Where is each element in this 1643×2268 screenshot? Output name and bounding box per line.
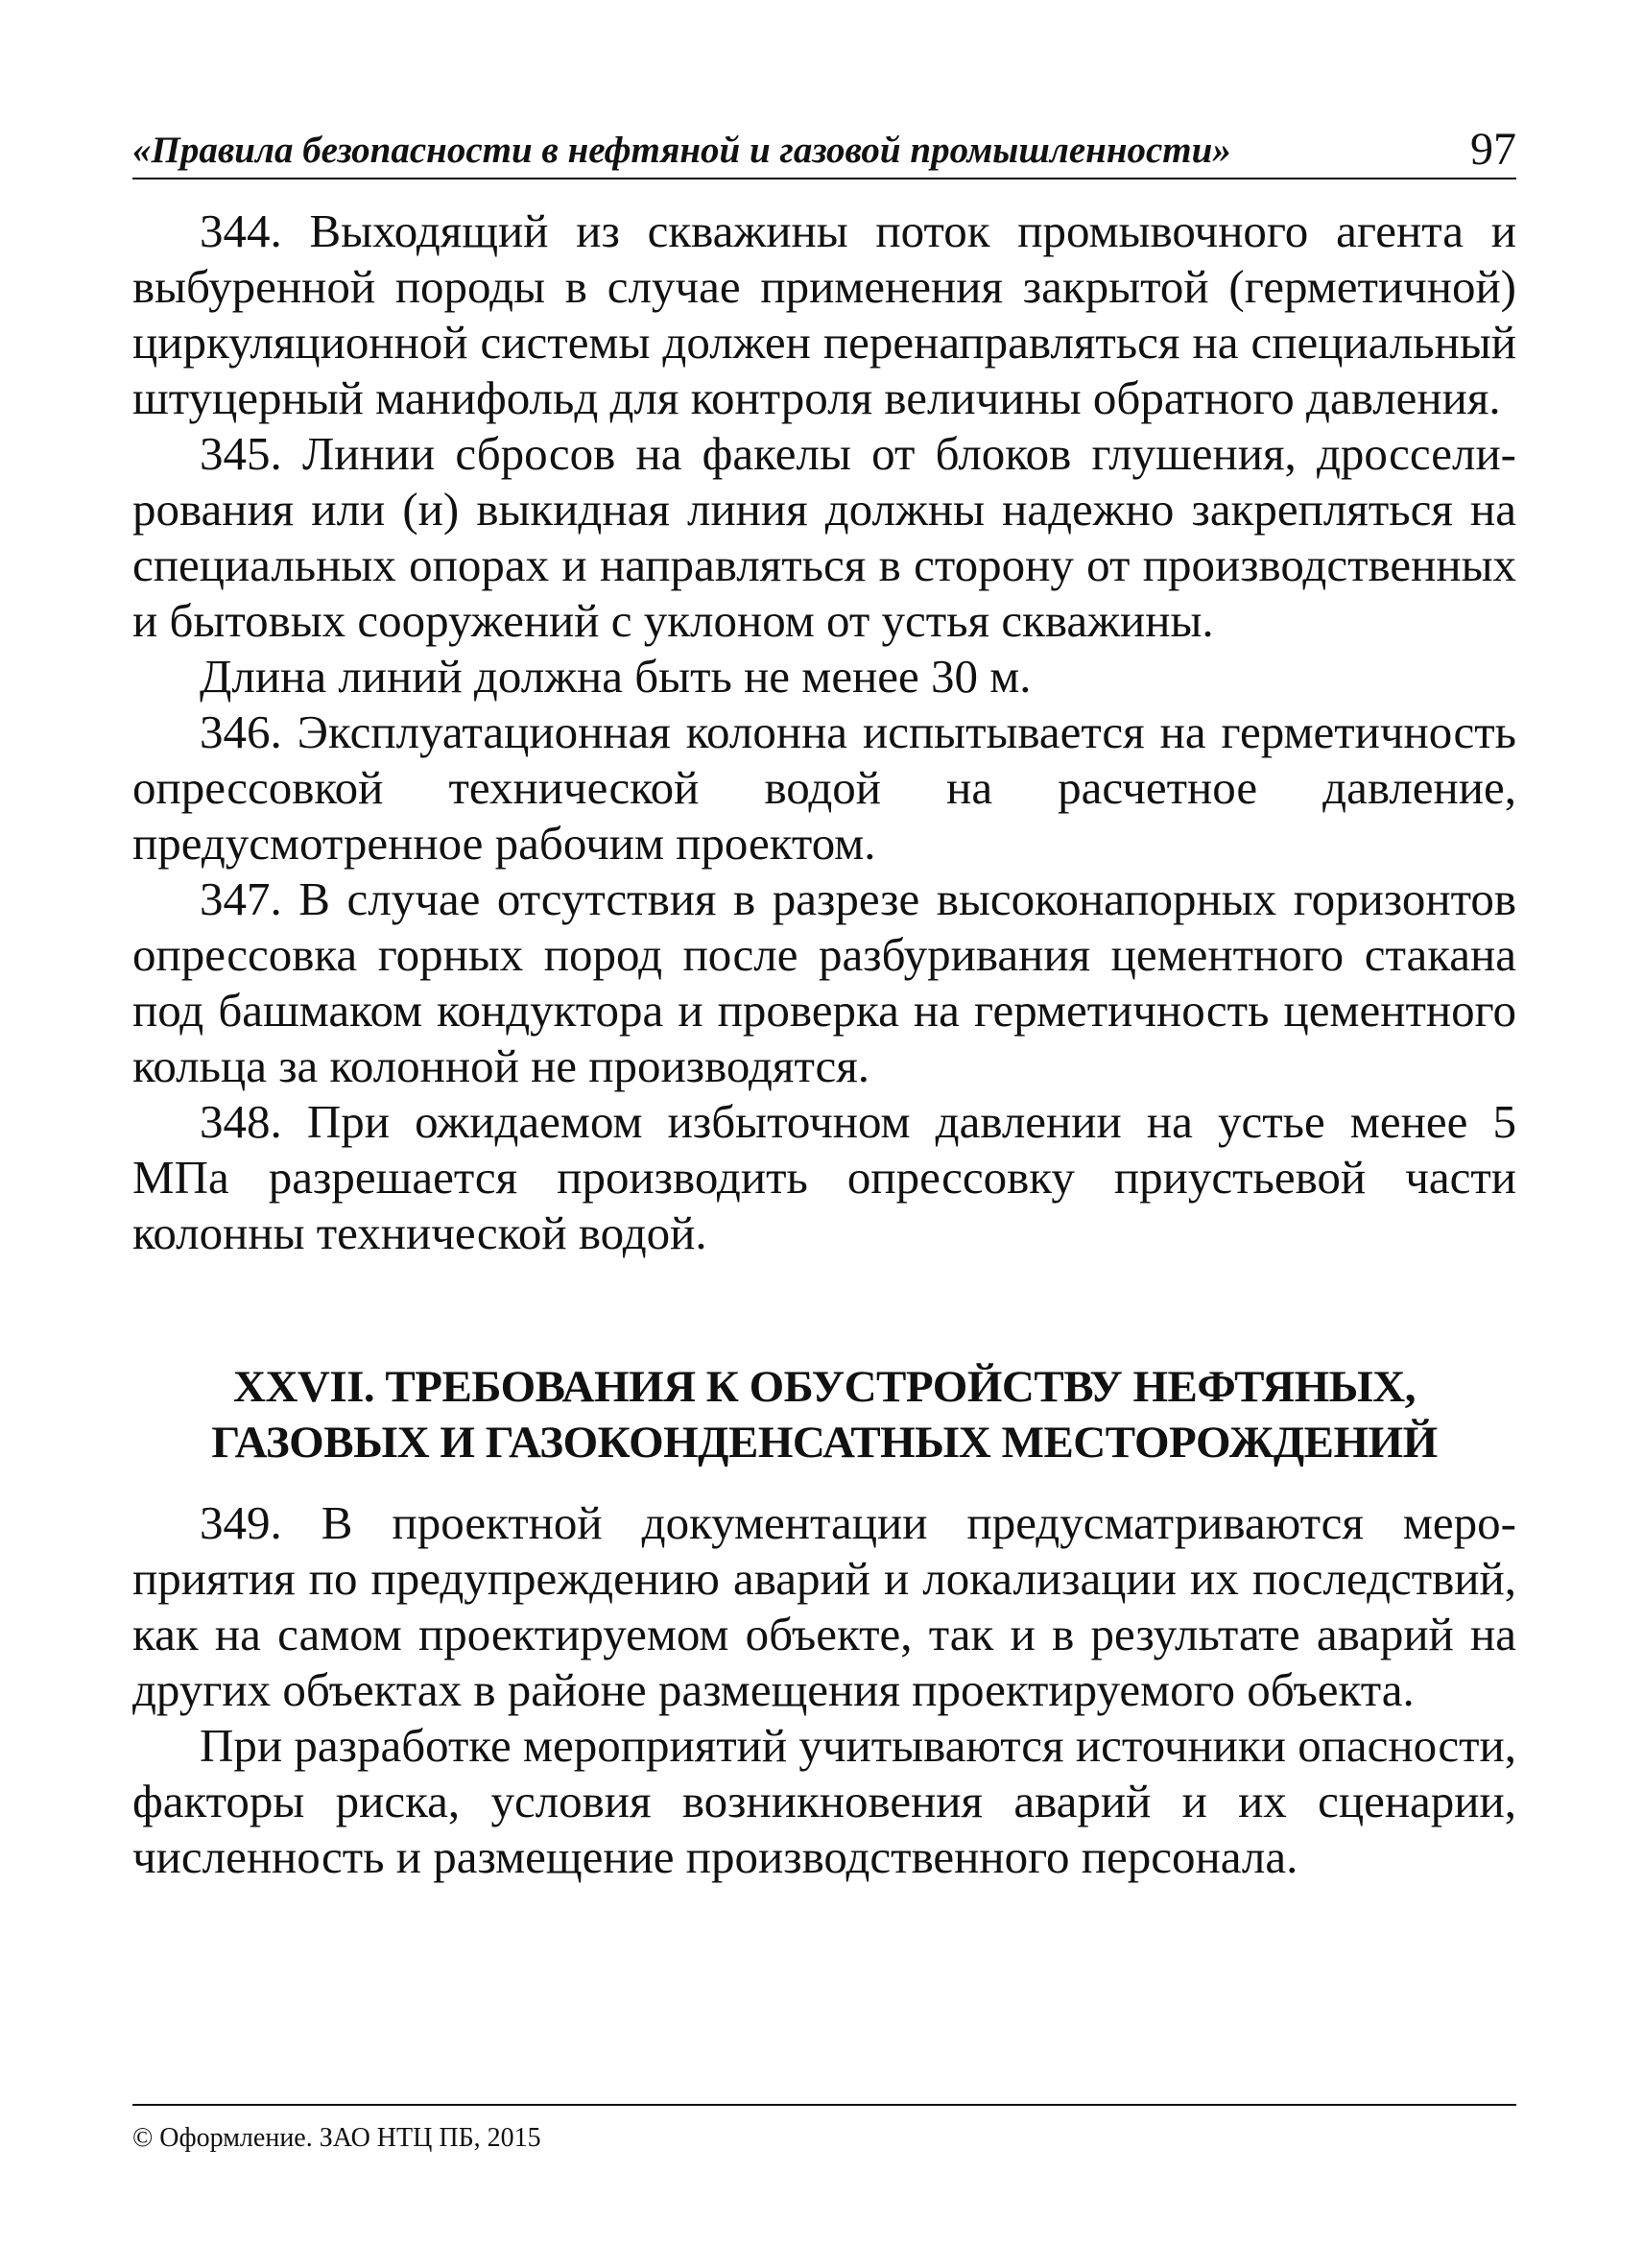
page-number: 97 [1470,124,1516,175]
paragraph-line-length: Длина линий должна быть не менее 30 м. [200,650,1032,703]
paragraph-348: 348. При ожидаемом избыточном давлении на устье менее 5 МПа разрешается производить опрессовку приустьевой части колонны технической водой. [132,1095,1516,1259]
running-header [132,123,1516,180]
copyright-text: © Оформление. ЗАО НТЦ ПБ, 2015 [132,2123,541,2153]
body-text [132,203,1516,1885]
paragraph-344: 344. Выходящий из скважины поток промывочного агента и выбуренной породы в случае применения закрытой (герметичной) циркуляционной системы должен перенаправляться на специальный штуцерный манифольд для контроля величины обратного давления. [132,204,1516,424]
section-heading [132,1359,1516,1470]
header-rule [132,178,1516,179]
paragraph-349: 349. В проектной документации предусматриваются мероприятия по предупреждению аварий и локализации их последствий, как на самом проектируемом объекте, так и в результате аварий на других объектах в районе размещения проектируемого объекта. [132,1496,1516,1716]
header-title: «Правила безопасности в нефтяной и газовой промышленности» [132,130,1231,171]
paragraph-risk-factors: При разработке мероприятий учитываются источники опасности, факторы риска, условия возникновения аварий и их сценарии, численность и размещение производственного персонала. [132,1719,1516,1883]
footer [132,2104,1516,2154]
document-page [132,0,1516,2268]
section-heading-line-2: ГАЗОВЫХ И ГАЗОКОНДЕНСАТНЫХ МЕСТОРОЖДЕНИЙ [211,1418,1438,1468]
paragraph-347: 347. В случае отсутствия в разрезе высоконапорных горизонтов опрессовка горных пород после разбуривания цементного стакана под башмаком кондуктора и проверка на герметичность цементного кольца за колонной не производятся. [132,872,1516,1092]
footer-rule [132,2104,1516,2106]
paragraph-345: 345. Линии сбросов на факелы от блоков глушения, дросселирования или (и) выкидная линия должны надежно закрепляться на специальных опорах и направляться в сторону от производственных и бытовых сооружений с уклоном от устья скважины. [132,427,1516,647]
section-heading-line-1: XXVII. ТРЕБОВАНИЯ К ОБУСТРОЙСТВУ НЕФТЯНЫХ, [233,1362,1416,1412]
paragraph-346: 346. Эксплуатационная колонна испытывается на герметичность опрессовкой технической водой на расчетное давление, предусмотренное рабочим проектом. [132,705,1516,870]
